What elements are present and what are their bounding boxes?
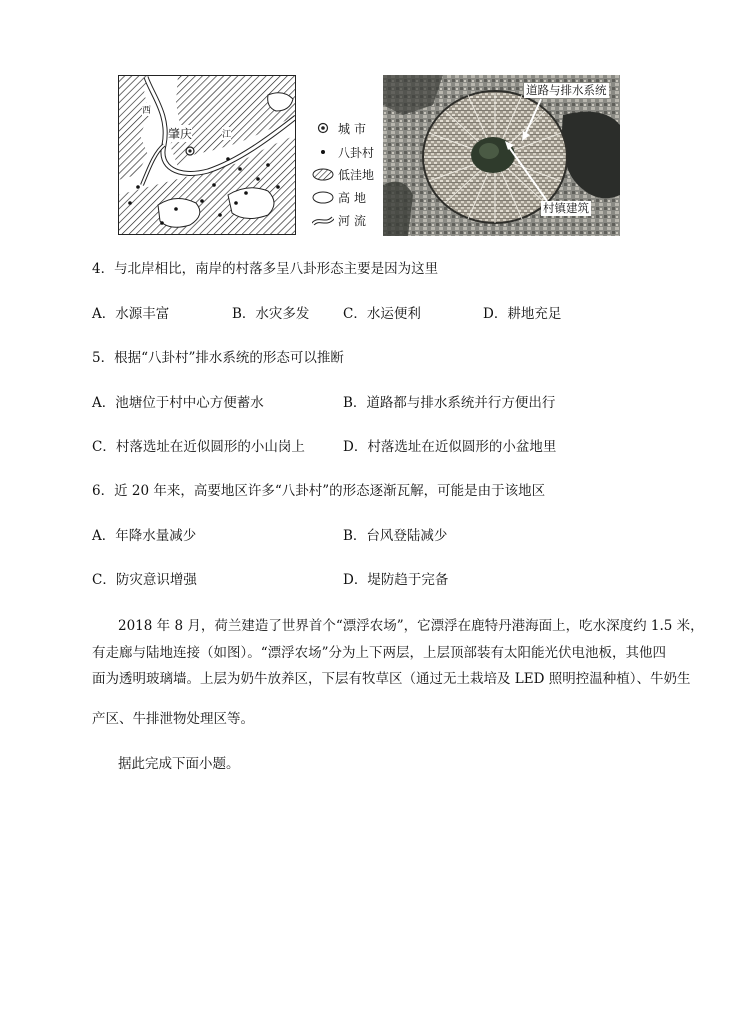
map-legend [312,118,382,230]
question-5-option-d: D．村落选址在近似圆形的小盆地里 [343,439,557,455]
highland-icon [312,190,334,204]
passage-line-4: 产区、牛排泄物处理区等。 [92,711,254,727]
river-icon [312,213,334,227]
question-4-option-b: B．水灾多发 [232,306,310,322]
callout-roads-drainage: 道路与排水系统 [526,83,607,97]
question-4-stem: 4．与北岸相比，南岸的村落多呈八卦形态主要是因为这里 [92,261,439,277]
passage-line-3: 面为透明玻璃墙。上层为奶牛放养区，下层有牧草区（通过无土栽培及 LED 照明控温种植）、牛奶生 [92,671,691,687]
legend-label: 高地 [338,190,371,205]
question-5-stem: 5．根据“八卦村”排水系统的形态可以推断 [92,350,344,366]
question-5-option-b: B．道路都与排水系统并行方便出行 [343,395,556,411]
legend-label: 河流 [338,213,371,228]
question-5-option-c: C．村落选址在近似圆形的小山岗上 [92,439,305,455]
question-5-option-a: A．池塘位于村中心方便蓄水 [92,395,264,411]
legend-label: 低洼地 [338,167,375,182]
question-6-option-a: A．年降水量减少 [92,528,197,544]
question-6-stem: 6．近 20 年来，高要地区许多“八卦村”的形态逐渐瓦解，可能是由于该地区 [92,483,546,499]
legend-item-lowland [312,166,374,182]
zhaoqing-map [118,75,296,235]
legend-label: 城市 [338,121,371,136]
passage-line-2: 有走廊与陆地连接（如图）。“漂浮农场”分为上下两层，上层顶部装有太阳能光伏电池板，其他四 [92,645,667,661]
lowland-hatch-icon [312,167,334,181]
passage-instruction: 据此完成下面小题。 [118,756,240,772]
callout-village-buildings: 村镇建筑 [543,201,589,215]
question-4-option-c: C．水运便利 [343,306,421,322]
river-label-west: 西 [142,103,151,116]
river-label-east: 江 [222,127,231,140]
question-6-option-b: B．台风登陆减少 [343,528,448,544]
legend-item-village [312,144,374,160]
question-4-option-a: A．水源丰富 [92,306,170,322]
village-dot-icon [312,145,334,159]
city-label: 肇庆 [168,127,193,141]
legend-item-river [312,212,370,228]
legend-item-highland [312,189,370,205]
question-6-option-c: C．防灾意识增强 [92,572,197,588]
legend-label: 八卦村 [338,145,375,160]
question-6-option-d: D．堤防趋于完备 [343,572,449,588]
legend-item-city [312,120,370,136]
passage-line-1: 2018 年 8 月，荷兰建造了世界首个“漂浮农场”，它漂浮在鹿特丹港海面上，吃水深度约 1.5 米， [118,618,704,634]
city-icon [312,121,334,135]
question-4-option-d: D．耕地充足 [483,306,562,322]
village-aerial-photo [383,75,620,236]
